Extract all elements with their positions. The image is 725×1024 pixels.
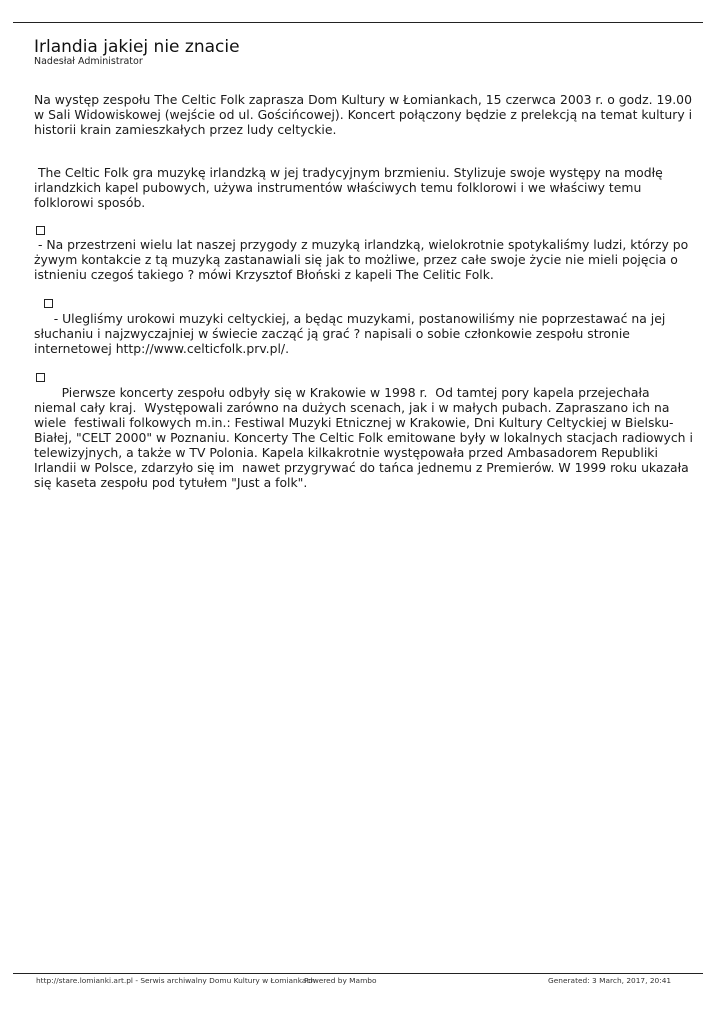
header-rule bbox=[13, 22, 703, 23]
missing-image-icon bbox=[44, 299, 53, 308]
footer-site-link[interactable]: http://stare.lomianki.art.pl - Serwis archiwalny Domu Kultury w Łomiankach bbox=[36, 976, 316, 985]
footer-powered-by: Powered by Mambo bbox=[304, 976, 377, 985]
article-paragraph-history: Pierwsze koncerty zespołu odbyły się w Krakowie w 1998 r. Od tamtej pory kapela przejechała niemal cały kraj. Występowali zarówno na dużych scenach, jak i w małych pubach. Zapraszano ich na wiele festiwali folkowych m.in.: Festiwal Muzyki Etnicznej w Krakowie, Dni Kultury Celtyckiej w Bielsku-Białej, "CELT 2000" w Poznaniu. Koncerty The Celtic Folk emitowane były w lokalnych stacjach radiowych i telewizyjnych, a także w TV Polonia. Kapela kilkakrotnie występowała przed Ambasadorem Republiki Irlandii w Polsce, zdarzyło się im nawet przygrywać do tańca jednemu z Premierów. W 1999 roku ukazała się kaseta zespołu pod tytułem "Just a folk". bbox=[34, 385, 697, 490]
article-paragraph-quote-1: - Na przestrzeni wielu lat naszej przygody z muzyką irlandzką, wielokrotnie spotykaliśmy ludzi, którzy po żywym kontakcie z tą muzyką zastanawiali się jak to możliwe, przez całe swoje życie nie mieli pojęcia o istnieniu czegoś takiego ? mówi Krzysztof Błoński z kapeli The Celitic Folk. bbox=[34, 237, 693, 282]
article-paragraph-quote-2: - Ulegliśmy urokowi muzyki celtyckiej, a będąc muzykami, postanowiliśmy nie poprzestawać na jej słuchaniu i najzwyczajniej w świecie zacząć ją grać ? napisali o sobie członkowie zespołu stronie internetowej http://www.celticfolk.prv.pl/. bbox=[34, 311, 670, 356]
article-paragraph-style: The Celtic Folk gra muzykę irlandzką w jej tradycyjnym brzmieniu. Stylizuje swoje występy na modłę irlandzkich kapel pubowych, używa instrumentów właściwych temu folklorowi i we właściwy temu folklorowi sposób. bbox=[34, 165, 667, 210]
missing-image-icon bbox=[36, 226, 45, 235]
article-title: Irlandia jakiej nie znacie bbox=[34, 37, 240, 57]
footer-rule bbox=[13, 973, 703, 974]
footer-generated-date: Generated: 3 March, 2017, 20:41 bbox=[548, 976, 672, 985]
article-paragraph-intro: Na występ zespołu The Celtic Folk zaprasza Dom Kultury w Łomiankach, 15 czerwca 2003 r. o godz. 19.00 w Sali Widowiskowej (wejście od ul. Gościńcowej). Koncert połączony będzie z prelekcją na temat kultury i historii krain zamieszkałych przez ludy celtyckie. bbox=[34, 92, 696, 137]
article-author: Nadesłał Administrator bbox=[34, 56, 143, 67]
missing-image-icon bbox=[36, 373, 45, 382]
